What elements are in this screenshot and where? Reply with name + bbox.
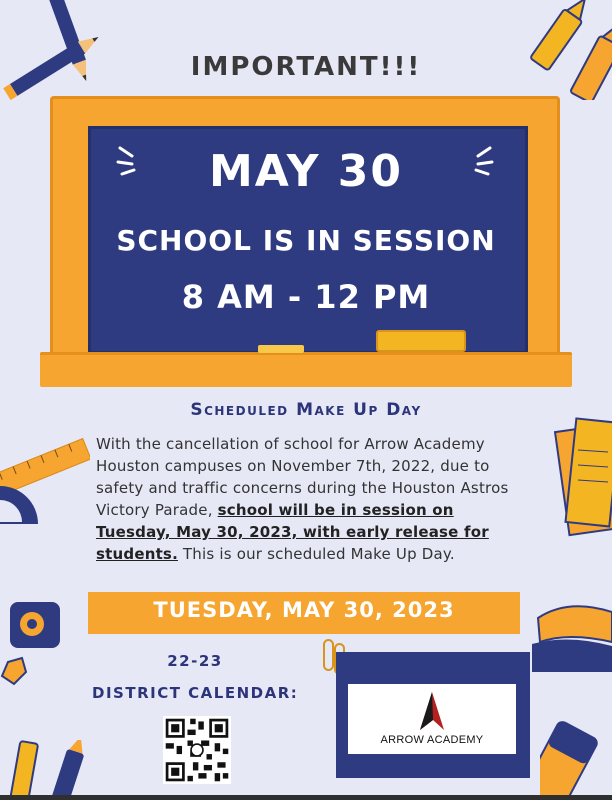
qr-code[interactable]: [163, 716, 231, 784]
make-up-day-subheading: Scheduled Make Up Day: [190, 400, 422, 420]
bottom-border: [0, 795, 612, 800]
board-session-text: SCHOOL IS IN SESSION: [116, 224, 496, 257]
logo-wordmark: ARROW ACADEMY: [380, 734, 484, 746]
paragraph-outro: This is our scheduled Make Up Day.: [177, 545, 455, 563]
announcement-paragraph: [96, 433, 528, 565]
chalk-stick: [258, 345, 304, 353]
date-banner-text: TUESDAY, MAY 30, 2023: [153, 598, 455, 622]
important-heading: IMPORTANT!!!: [190, 52, 422, 82]
chalkboard-ledge: [40, 352, 572, 387]
decorative-notebook-right: [548, 410, 612, 540]
chalkboard-eraser: [376, 330, 466, 352]
board-hours: 8 AM - 12 PM: [181, 278, 431, 316]
district-calendar-label: DISTRICT CALENDAR:: [92, 684, 299, 702]
decorative-ruler-left: [0, 426, 90, 536]
arrow-logo-icon: [404, 690, 460, 734]
paragraph-intro: With the cancellation of school for Arrow Academy Houston campuses on November 7th, 2022, due to safety and traffic concerns during the Houston Astros Victory Parade,: [96, 435, 509, 519]
calendar-year: 22-23: [167, 652, 223, 670]
board-date: MAY 30: [208, 146, 404, 197]
decorative-eraser-bottom-right: [540, 710, 612, 800]
decorative-crayons-top-right: [500, 0, 612, 100]
decorative-stapler-right: [528, 598, 612, 708]
decorative-crayons-bottom-left: [0, 740, 110, 800]
paragraph-emphasis: school will be in session on Tuesday, May 30, 2023, with early release for students.: [96, 501, 489, 563]
decorative-sharpener-left: [0, 592, 70, 702]
